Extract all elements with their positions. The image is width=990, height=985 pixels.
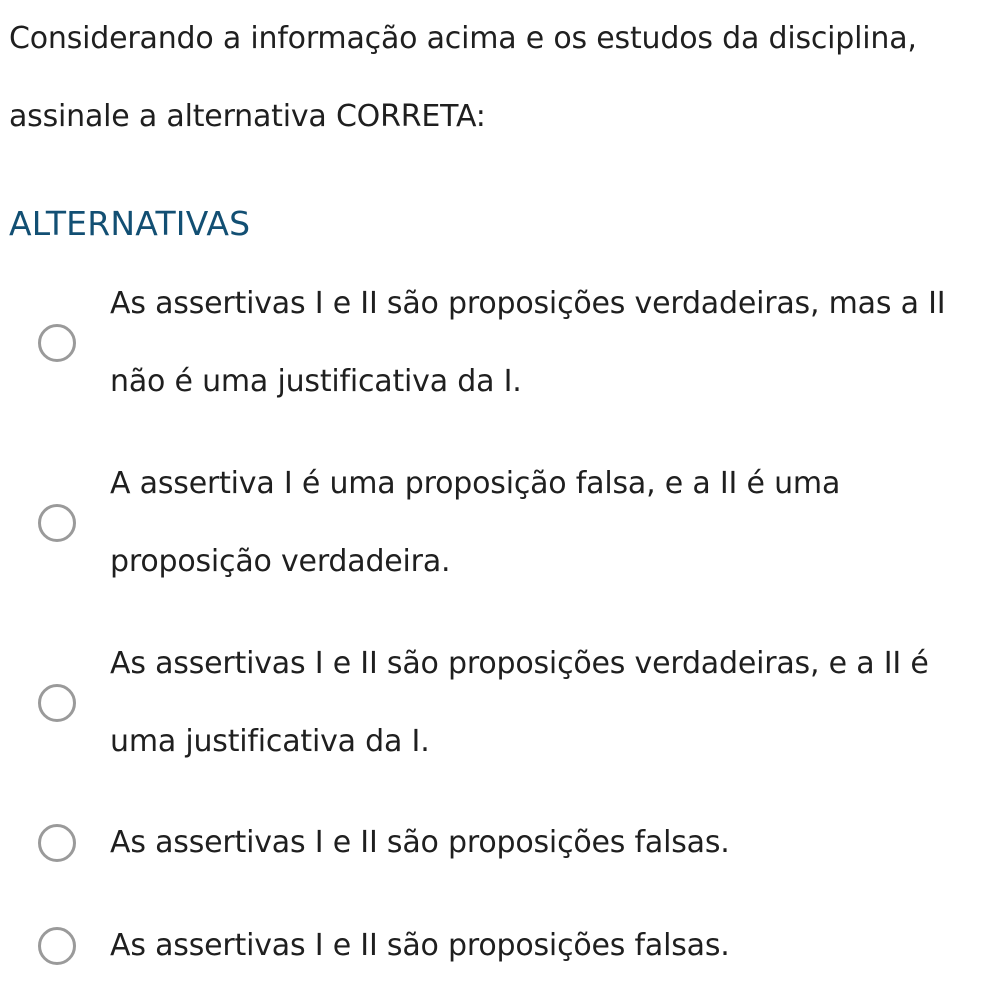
radio-button-c[interactable] (38, 684, 76, 722)
alternative-label-e[interactable]: As assertivas I e II são proposições falsas. (110, 928, 730, 963)
radio-button-b[interactable] (38, 504, 76, 542)
alternative-option-d[interactable] (0, 804, 990, 882)
question-prompt: Considerando a informação acima e os estudos da disciplina, assinale a alternativa CORRETA: (9, 21, 917, 134)
alternative-option-e[interactable] (0, 907, 990, 985)
radio-button-e[interactable] (38, 927, 76, 965)
alternative-option-a[interactable] (0, 265, 990, 421)
alternative-label-a[interactable]: As assertivas I e II são proposições verdadeiras, mas a II não é uma justificativa da I. (110, 286, 946, 399)
alternatives-heading: ALTERNATIVAS (9, 204, 251, 243)
alternative-label-b[interactable]: A assertiva I é uma proposição falsa, e a II é uma proposição verdadeira. (110, 466, 841, 579)
radio-button-a[interactable] (38, 324, 76, 362)
alternative-label-c[interactable]: As assertivas I e II são proposições verdadeiras, e a II é uma justificativa da I. (110, 646, 929, 759)
alternative-label-d[interactable]: As assertivas I e II são proposições falsas. (110, 825, 730, 860)
radio-button-d[interactable] (38, 824, 76, 862)
alternative-option-b[interactable] (0, 445, 990, 601)
alternative-option-c[interactable] (0, 625, 990, 781)
